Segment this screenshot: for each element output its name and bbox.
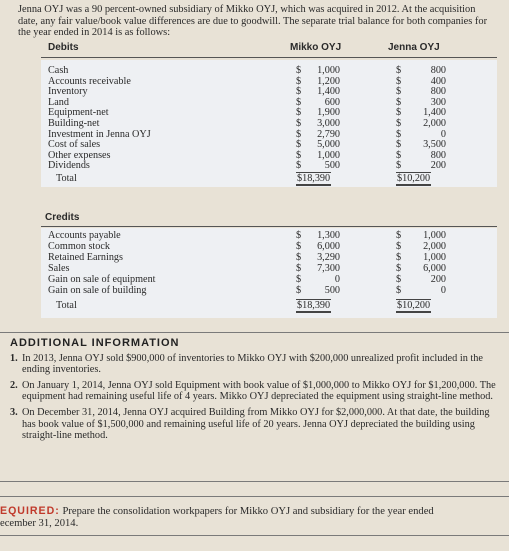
currency-sign: $ — [296, 118, 302, 129]
amount-value: 3,500 — [423, 139, 446, 151]
row-label: Cash — [48, 65, 69, 76]
amount-value: 600 — [324, 96, 340, 108]
credits-header: Credits — [45, 212, 80, 223]
amount-value: 2,000 — [423, 241, 446, 252]
required-section — [0, 505, 500, 530]
mikko-amount — [296, 285, 340, 296]
amount-value: 0 — [334, 274, 340, 285]
jenna-amount — [396, 230, 446, 241]
amount-value: 1,000 — [423, 230, 446, 241]
info-text: In 2013, Jenna OYJ sold $900,000 of inventories to Mikko OYJ with $200,000 unrealized profit included in the ending inventories. — [22, 352, 484, 376]
currency-sign: $ — [396, 252, 402, 263]
amount-value: 500 — [324, 285, 340, 296]
info-number: 2. — [10, 379, 18, 391]
mikko-amount — [296, 129, 340, 140]
currency-sign: $ — [396, 96, 402, 108]
amount-value: 800 — [430, 149, 446, 161]
currency-sign: $ — [396, 107, 402, 119]
jenna-amount — [396, 160, 446, 171]
additional-items — [10, 353, 500, 442]
mikko-amount — [296, 263, 340, 274]
row-label: Accounts receivable — [48, 75, 131, 87]
required-text: Prepare the consolidation workpapers for Mikko OYJ and subsidiary for the year ended — [59, 506, 434, 517]
currency-sign: $ — [296, 263, 302, 274]
debits-header: Debits — [48, 42, 79, 53]
amount-value: 1,000 — [317, 65, 340, 76]
currency-sign: $ — [296, 230, 302, 241]
jenna-amount — [396, 150, 446, 161]
amount-value: 1,400 — [423, 107, 446, 119]
jenna-amount — [396, 241, 446, 252]
currency-sign: $ — [296, 252, 302, 263]
row-label: Equipment-net — [48, 107, 109, 119]
currency-sign: $ — [296, 65, 302, 76]
jenna-col-header: Jenna OYJ — [388, 42, 440, 53]
total-label: Total — [56, 300, 77, 311]
amount-value: 1,200 — [317, 75, 340, 87]
amount-value: 5,000 — [317, 139, 340, 151]
currency-sign: $ — [396, 86, 402, 98]
jenna-amount — [396, 76, 446, 87]
amount-value: 6,000 — [423, 263, 446, 274]
amount-value: 7,300 — [317, 263, 340, 274]
mikko-amount — [296, 139, 340, 150]
required-text-2: ecember 31, 2014. — [0, 518, 79, 529]
amount-value: 3,000 — [317, 118, 340, 129]
info-text: On January 1, 2014, Jenna OYJ sold Equipment with book value of $1,000,000 to Mikko OYJ for $1,200,000. The equipment had remaining useful life of 4 years. Mikko OYJ depreciated the equipment using straight-line method. — [22, 379, 496, 403]
jenna-amount — [396, 129, 446, 140]
row-label: Gain on sale of equipment — [48, 274, 156, 285]
jenna-amount — [396, 65, 446, 76]
amount-value: 1,400 — [317, 86, 340, 98]
amount-value: 2,790 — [317, 128, 340, 140]
currency-sign: $ — [296, 274, 302, 285]
amount-value: 200 — [430, 274, 446, 285]
amount-value: 200 — [430, 160, 446, 172]
currency-sign: $ — [396, 230, 402, 241]
row-label: Retained Earnings — [48, 252, 123, 263]
currency-sign: $ — [296, 128, 302, 140]
info-item — [10, 380, 500, 403]
row-label: Cost of sales — [48, 139, 101, 151]
currency-sign: $ — [296, 285, 302, 296]
amount-value: 800 — [430, 65, 446, 76]
mikko-amount — [296, 107, 340, 118]
header-rule — [41, 57, 497, 58]
mikko-total — [296, 173, 331, 184]
currency-sign: $ — [396, 274, 402, 285]
divider-3 — [0, 496, 509, 497]
jenna-amount — [396, 107, 446, 118]
info-text: On December 31, 2014, Jenna OYJ acquired Building from Mikko OYJ for $2,000,000. At that date, the building has book value of $1,500,000 and remaining useful life of 20 years. Jenna OYJ depreciated the building using straight-line method. — [22, 406, 490, 442]
amount-value: 3,290 — [317, 252, 340, 263]
row-label: Accounts payable — [48, 230, 121, 241]
total-label: Total — [56, 173, 77, 184]
mikko-amount — [296, 65, 340, 76]
amount-value: 800 — [430, 86, 446, 98]
currency-sign: $ — [396, 75, 402, 87]
jenna-amount — [396, 285, 446, 296]
currency-sign: $ — [396, 263, 402, 274]
currency-sign: $ — [396, 149, 402, 161]
jenna-amount — [396, 263, 446, 274]
jenna-amount — [396, 274, 446, 285]
mikko-amount — [296, 86, 340, 97]
row-label: Dividends — [48, 160, 90, 172]
currency-sign: $ — [296, 96, 302, 108]
row-label: Building-net — [48, 118, 100, 129]
info-number: 3. — [10, 406, 18, 418]
jenna-amount — [396, 252, 446, 263]
currency-sign: $ — [396, 118, 402, 129]
mikko-total-value: $18,390 — [297, 173, 331, 184]
currency-sign: $ — [396, 241, 402, 252]
currency-sign: $ — [396, 128, 402, 140]
additional-information — [10, 338, 500, 446]
jenna-total-value: $10,200 — [397, 173, 431, 184]
row-label: Investment in Jenna OYJ — [48, 128, 151, 140]
amount-value: 1,000 — [317, 149, 340, 161]
jenna-total — [396, 300, 431, 311]
info-item — [10, 407, 500, 442]
divider — [0, 332, 509, 333]
mikko-amount — [296, 230, 340, 241]
info-item — [10, 353, 500, 376]
amount-value: 0 — [440, 128, 446, 140]
mikko-amount — [296, 160, 340, 171]
currency-sign: $ — [296, 149, 302, 161]
currency-sign: $ — [296, 107, 302, 119]
mikko-amount — [296, 252, 340, 263]
row-label: Common stock — [48, 241, 110, 252]
jenna-total — [396, 173, 431, 184]
mikko-amount — [296, 76, 340, 87]
row-label: Gain on sale of building — [48, 285, 147, 296]
amount-value: 6,000 — [317, 241, 340, 252]
amount-value: 2,000 — [423, 118, 446, 129]
row-label: Sales — [48, 263, 70, 274]
currency-sign: $ — [296, 86, 302, 98]
row-label: Other expenses — [48, 149, 111, 161]
additional-title: ADDITIONAL INFORMATION — [10, 337, 180, 349]
jenna-amount — [396, 118, 446, 129]
mikko-col-header: Mikko OYJ — [290, 42, 342, 53]
currency-sign: $ — [296, 241, 302, 252]
amount-value: 300 — [430, 96, 446, 108]
jenna-total-value: $10,200 — [397, 300, 431, 311]
currency-sign: $ — [396, 285, 402, 296]
mikko-amount — [296, 241, 340, 252]
amount-value: 1,300 — [317, 230, 340, 241]
amount-value: 500 — [324, 160, 340, 172]
divider-2 — [0, 481, 509, 482]
row-label: Inventory — [48, 86, 88, 98]
row-label: Land — [48, 96, 69, 108]
amount-value: 400 — [430, 75, 446, 87]
divider-4 — [0, 535, 509, 536]
currency-sign: $ — [396, 160, 402, 172]
currency-sign: $ — [296, 75, 302, 87]
mikko-amount — [296, 274, 340, 285]
credits-rule — [41, 226, 497, 227]
currency-sign: $ — [396, 139, 402, 151]
amount-value: 1,000 — [423, 252, 446, 263]
required-label: EQUIRED: — [0, 505, 60, 517]
mikko-amount — [296, 97, 340, 108]
currency-sign: $ — [296, 139, 302, 151]
mikko-amount — [296, 150, 340, 161]
currency-sign: $ — [396, 65, 402, 76]
info-number: 1. — [10, 352, 18, 364]
jenna-amount — [396, 139, 446, 150]
amount-value: 1,900 — [317, 107, 340, 119]
jenna-amount — [396, 86, 446, 97]
mikko-amount — [296, 118, 340, 129]
amount-value: 0 — [440, 285, 446, 296]
mikko-total-value: $18,390 — [297, 300, 331, 311]
mikko-total — [296, 300, 331, 311]
intro-paragraph: Jenna OYJ was a 90 percent-owned subsidiary of Mikko OYJ, which was acquired in 2012. At the acquisition date, any fair value/book value differences are due to goodwill. The separate trial balance for both companies for the year ended in 2014 is as follows: — [18, 4, 488, 39]
jenna-amount — [396, 97, 446, 108]
currency-sign: $ — [296, 160, 302, 172]
